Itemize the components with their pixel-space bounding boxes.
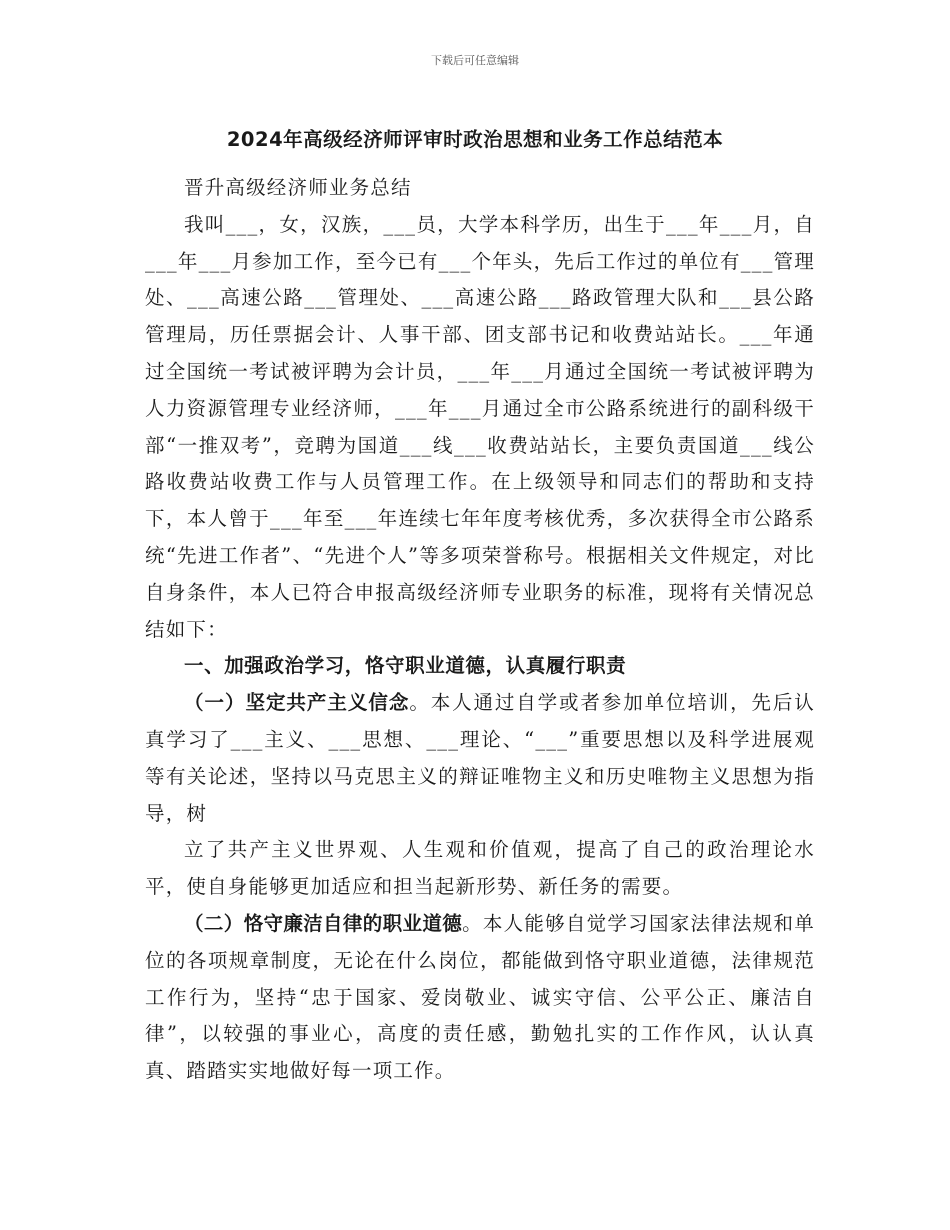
page-header-note: 下载后可任意编辑 (431, 54, 519, 67)
item-2-text: 。本人能够自觉学习国家法律法规和单位的各项规章制度，无论在什么岗位，都能做到恪守职业道德，法律规范工作行为，坚持“忠于国家、爱岗敬业、诚实守信、公平公正、廉洁自律”，以较强的事业心，高度的责任感，勤勉扎实的工作作风，认认真真、踏踏实实地做好每一项工作。 (145, 911, 816, 1083)
item-1-paragraph (145, 685, 815, 832)
item-1-text: 。本人通过自学或者参加单位培训，先后认真学习了___主义、___思想、___理论、“___”重要思想以及科学进展观等有关论述，坚持以马克思主义的辩证唯物主义和历史唯物主义思想为指导，树 (145, 691, 815, 825)
item-2-paragraph (145, 906, 815, 1090)
intro-paragraph: 我叫___，女，汉族，___员，大学本科学历，出生于___年___月，自___年___月参加工作，至今已有___个年头，先后工作过的单位有___管理处、___高速公路___管理处、___高速公路___路政管理大队和___县公路管理局，历任票据会计、人事干部、团支部书记和收费站站长。___年通过全国统一考试被评聘为会计员，___年___月通过全国统一考试被评聘为人力资源管理专业经济师，___年___月通过全市公路系统进行的副科级干部“一推双考”，竞聘为国道___线___收费站站长，主要负责国道___线公路收费站收费工作与人员管理工作。在上级领导和同志们的帮助和支持下，本人曾于___年至___年连续七年年度考核优秀，多次获得全市公路系统“先进工作者”、“先进个人”等多项荣誉称号。根据相关文件规定，对比自身条件，本人已符合申报高级经济师专业职务的标准，现将有关情况总结如下： (145, 212, 815, 641)
item-1-continuation: 立了共产主义世界观、人生观和价值观，提高了自己的政治理论水平，使自身能够更加适应和担当起新形势、新任务的需要。 (145, 838, 815, 899)
item-1-lead: （一）坚定共产主义信念 (184, 691, 410, 715)
item-2-lead: （二）恪守廉洁自律的职业道德 (184, 911, 463, 935)
document-body (145, 170, 815, 1090)
subtitle-paragraph: 晋升高级经济师业务总结 (184, 176, 412, 199)
document-title: 2024年高级经济师评审时政治思想和业务工作总结范本 (226, 128, 724, 151)
section-heading-1: 一、加强政治学习，恪守职业道德，认真履行职责 (184, 654, 627, 678)
